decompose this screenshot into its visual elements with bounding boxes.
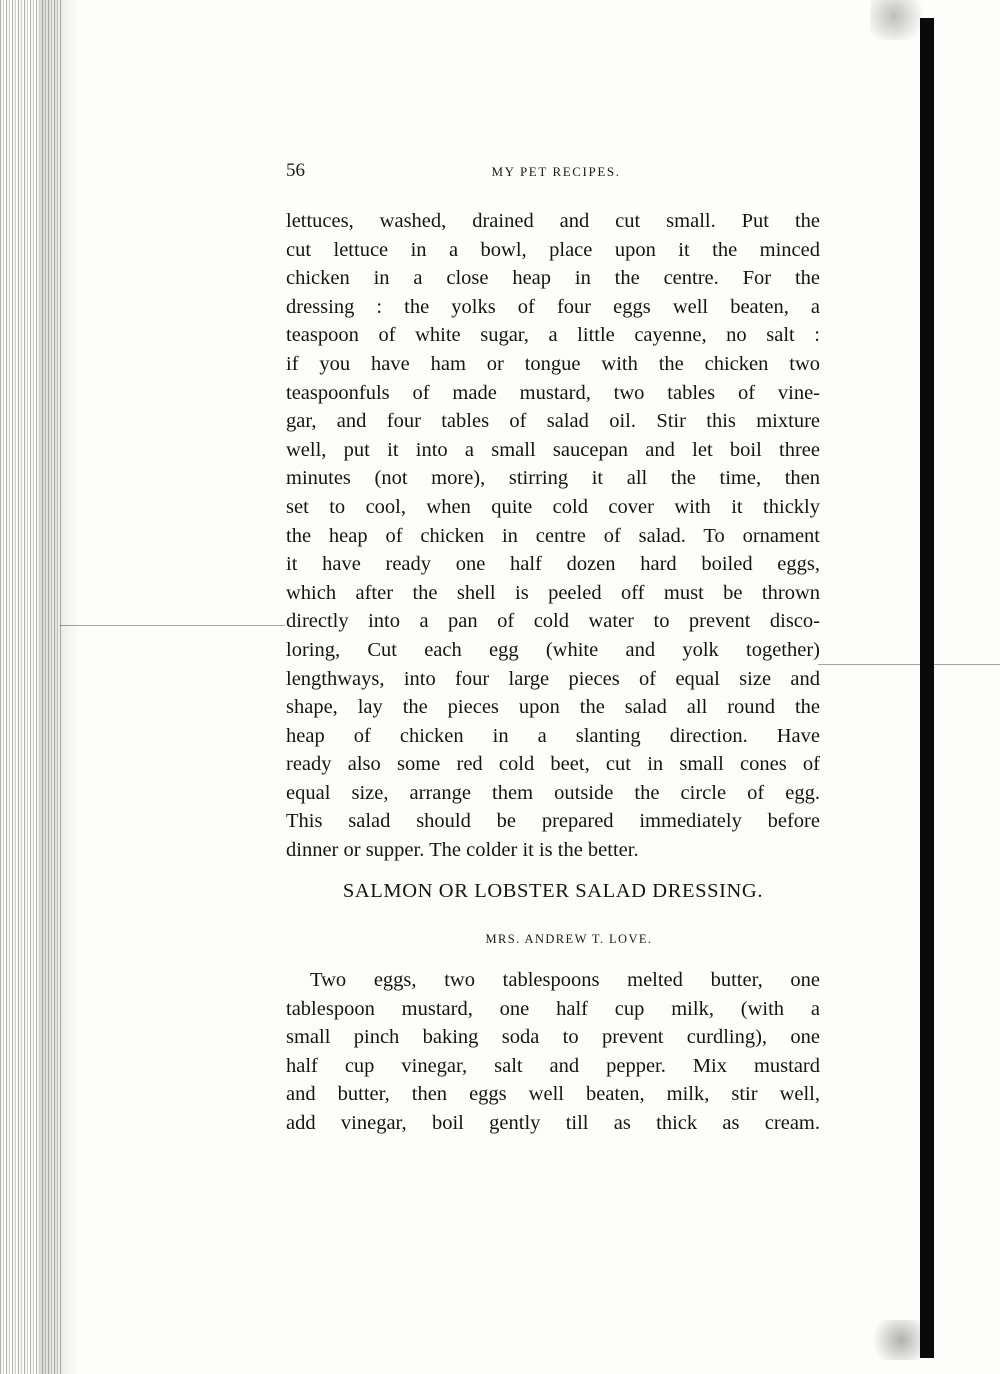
text-line: teaspoon of white sugar, a little cayenne, no salt : (286, 324, 820, 347)
scan-speckle-bottom (865, 1320, 925, 1360)
text-line: lettuces, washed, drained and cut small. Put the (286, 210, 820, 232)
text-line: heap of chicken in a slanting direction. Have (286, 724, 820, 747)
page-header (286, 160, 820, 186)
text-line: dinner or supper. The colder it is the better. (286, 839, 639, 862)
text-line: dressing : the yolks of four eggs well beaten, a (286, 295, 820, 318)
text-line: the heap of chicken in centre of salad. To ornament (286, 524, 820, 547)
recipe-attribution: MRS. ANDREW T. LOVE. (485, 932, 653, 946)
body-paragraph (286, 207, 820, 865)
running-title: MY PET RECIPES. (491, 164, 621, 179)
page-number: 56 (286, 160, 305, 181)
text-line: add vinegar, boil gently till as thick as cream. (286, 1111, 820, 1134)
text-line: shape, lay the pieces upon the salad all round the (286, 696, 820, 719)
text-line: ready also some red cold beet, cut in small cones of (286, 753, 820, 776)
text-line: minutes (not more), stirring it all the time, then (286, 467, 820, 490)
text-line: set to cool, when quite cold cover with it thickly (286, 495, 820, 518)
binding-shadow (40, 0, 80, 1374)
text-line: lengthways, into four large pieces of equal size and (286, 667, 820, 690)
recipe-paragraph (286, 966, 820, 1138)
text-line: well, put it into a small saucepan and let boil three (286, 438, 820, 461)
text-line: half cup vinegar, salt and pepper. Mix mustard (286, 1054, 820, 1077)
text-line: loring, Cut each egg (white and yolk together) (286, 638, 820, 661)
text-line: small pinch baking soda to prevent curdling), one (286, 1026, 820, 1049)
page-edge-bar (920, 18, 934, 1358)
text-line: This salad should be prepared immediately before (286, 810, 820, 833)
text-line: directly into a pan of cold water to prevent disco- (286, 610, 820, 633)
scan-artifact-line-right (818, 664, 1000, 665)
text-line: chicken in a close heap in the centre. For the (286, 267, 820, 290)
scan-artifact-line-left (60, 625, 285, 626)
text-line: and butter, then eggs well beaten, milk, stir well, (286, 1083, 820, 1106)
text-line: cut lettuce in a bowl, place upon it the minced (286, 238, 820, 261)
text-line: gar, and four tables of salad oil. Stir this mixture (286, 410, 820, 433)
text-line: equal size, arrange them outside the circle of egg. (286, 781, 820, 804)
text-line: teaspoonfuls of made mustard, two tables of vine- (286, 381, 820, 404)
text-line: tablespoon mustard, one half cup milk, (with a (286, 997, 820, 1020)
text-line: Two eggs, two tablespoons melted butter, one (310, 969, 820, 991)
text-line: it have ready one half dozen hard boiled eggs, (286, 553, 820, 576)
section-heading: SALMON OR LOBSTER SALAD DRESSING. (342, 880, 764, 902)
text-line: if you have ham or tongue with the chicken two (286, 352, 820, 375)
text-line: which after the shell is peeled off must be thrown (286, 581, 820, 604)
